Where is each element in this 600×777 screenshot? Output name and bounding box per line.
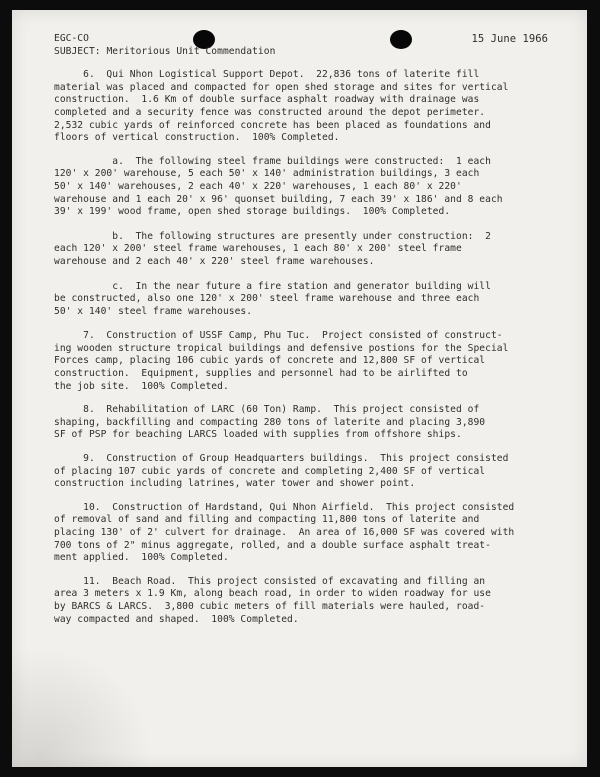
subject-text: Meritorious Unit Commendation [106, 45, 276, 57]
text-line: a. The following steel frame buildings were constructed: 1 each [54, 155, 491, 167]
paragraph [54, 502, 554, 565]
text-line: warehouse and 1 each 20' x 96' quonset building, 7 each 39' x 186' and 8 each [54, 193, 503, 205]
text-line: area 3 meters x 1.9 Km, along beach road, in order to widen roadway for use [54, 588, 491, 600]
text-line: 8. Rehabilitation of LARC (60 Ton) Ramp. This project consisted of [54, 404, 480, 416]
text-line: way compacted and shaped. 100% Completed. [54, 613, 299, 625]
paragraph [54, 576, 554, 626]
paragraph [54, 281, 554, 319]
text-line: 7. Construction of USSF Camp, Phu Tuc. Project consisted of construct- [54, 330, 503, 342]
text-line: 50' x 140' warehouses, 2 each 40' x 220' warehouses, 1 each 80' x 220' [54, 180, 462, 192]
text-line: ment applied. 100% Completed. [54, 552, 229, 564]
text-line: construction. 1.6 Km of double surface asphalt roadway with drainage was [54, 94, 480, 106]
text-line: 6. Qui Nhon Logistical Support Depot. 22,836 tons of laterite fill [54, 69, 480, 81]
text-line: of placing 107 cubic yards of concrete and completing 2,400 SF of vertical [54, 465, 486, 477]
text-line: 700 tons of 2" minus aggregate, rolled, and a double surface asphalt treat- [54, 539, 491, 551]
text-line: construction including latrines, water tower and shower point. [54, 478, 416, 490]
paragraph-list [54, 69, 554, 626]
text-line: by BARCS & LARCS. 3,800 cubic meters of fill materials were hauled, road- [54, 600, 486, 612]
text-line: 9. Construction of Group Headquarters buildings. This project consisted [54, 453, 509, 465]
text-line: 11. Beach Road. This project consisted of excavating and filling an [54, 575, 486, 587]
text-line: of removal of sand and filling and compacting 11,800 tons of laterite and [54, 514, 480, 526]
text-line: placing 130' of 2' culvert for drainage. An area of 16,000 SF was covered with [54, 527, 515, 538]
text-line: ing wooden structure tropical buildings and defensive postions for the Special [54, 342, 509, 354]
text-line: be constructed, also one 120' x 200' steel frame warehouse and three each [54, 293, 480, 305]
document-body [54, 33, 554, 637]
text-line: c. In the near future a fire station and generator building will [54, 280, 491, 292]
page-smudge [12, 647, 152, 767]
text-line: completed and a security fence was constructed around the depot perimeter. [54, 106, 486, 118]
subject-label: SUBJECT: [54, 45, 101, 57]
text-line: floors of vertical construction. 100% Completed. [54, 132, 340, 144]
paragraph [54, 330, 554, 393]
text-line: material was placed and compacted for open shed storage and sites for vertical [54, 81, 509, 93]
text-line: 2,532 cubic yards of reinforced concrete has been placed as foundations and [54, 119, 491, 131]
subject-line [54, 46, 554, 59]
text-line: the job site. 100% Completed. [54, 380, 229, 392]
header-row [54, 33, 554, 46]
text-line: 10. Construction of Hardstand, Qui Nhon Airfield. This project consisted [54, 501, 515, 513]
office-symbol: EGC-CO [54, 33, 89, 44]
text-line: construction. Equipment, supplies and personnel had to be airlifted to [54, 368, 468, 380]
paragraph [54, 453, 554, 491]
text-line: warehouse and 2 each 40' x 220' steel frame warehouses. [54, 255, 375, 267]
text-line: each 120' x 200' steel frame warehouses, 1 each 80' x 200' steel frame [54, 243, 462, 255]
paragraph [54, 156, 554, 219]
text-line: b. The following structures are presently under construction: 2 [54, 230, 491, 242]
document-date: 15 June 1966 [471, 33, 548, 45]
text-line: 39' x 199' wood frame, open shed storage buildings. 100% Completed. [54, 206, 451, 218]
text-line: SF of PSP for beaching LARCS loaded with supplies from offshore ships. [54, 429, 462, 441]
text-line: shaping, backfilling and compacting 280 tons of laterite and placing 3,890 [54, 416, 486, 428]
paragraph [54, 404, 554, 442]
text-line: Forces camp, placing 106 cubic yards of concrete and 12,800 SF of vertical [54, 355, 486, 367]
paragraph [54, 69, 554, 145]
text-line: 120' x 200' warehouse, 5 each 50' x 140' administration buildings, 3 each [54, 168, 480, 180]
paragraph [54, 231, 554, 269]
text-line: 50' x 140' steel frame warehouses. [54, 305, 253, 317]
